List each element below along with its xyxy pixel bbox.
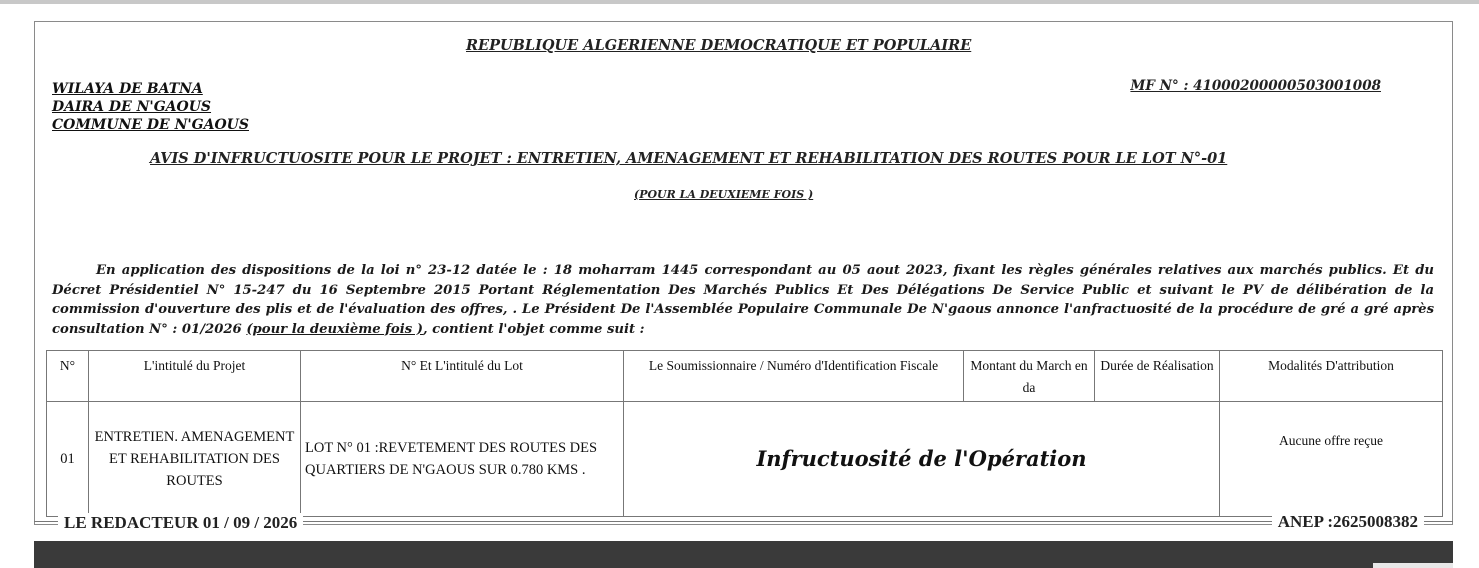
commune-label: COMMUNE DE N'GAOUS xyxy=(52,117,249,133)
cell-result: Infructuosité de l'Opération xyxy=(624,402,1220,517)
results-table xyxy=(46,350,1443,517)
cell-attribution: Aucune offre reçue xyxy=(1220,402,1443,517)
redacteur-label: LE REDACTEUR 01 / 09 / 2026 xyxy=(58,513,303,533)
wilaya-label: WILAYA DE BATNA xyxy=(52,81,203,97)
paragraph-main: En application des dispositions de la loi n° 23-12 datée le : 18 moharram 1445 correspondant au 05 aout 2023, fixant les règles générales relatives aux marchés publics. Et du Décret Présidentiel N° 15-247 du 16 Septembre 2015 Portant Réglementation Des Marchés Publics Et Des Délégations De Service Public et suivant le PV de délibération de la commission d'ouverture des plis et de l'évaluation des offres, . Le Président De l'Assemblée Populaire Communale De N'gaous annonce l'anfractuosité de la procédure de gré a gré après consultation N° : 01/2026 xyxy=(52,263,1434,337)
header-montant: Montant du March en da xyxy=(964,351,1095,402)
cell-no: 01 xyxy=(47,402,89,517)
mf-number: MF N° : 41000200000503001008 xyxy=(1130,78,1381,94)
bottom-dark-band xyxy=(34,541,1453,568)
notice-title: AVIS D'INFRUCTUOSITE POUR LE PROJET : ENTRETIEN, AMENAGEMENT ET REHABILITATION DES ROUTES POUR LE LOT N°-01 xyxy=(150,150,1228,167)
header-projet: L'intitulé du Projet xyxy=(89,351,301,402)
header-no: N° xyxy=(47,351,89,402)
daira-label: DAIRA DE N'GAOUS xyxy=(52,99,212,115)
header-duree: Durée de Réalisation xyxy=(1095,351,1220,402)
republic-heading: REPUBLIQUE ALGERIENNE DEMOCRATIQUE ET POPULAIRE xyxy=(466,37,972,54)
paragraph-tail: , contient l'objet comme suit : xyxy=(422,321,645,337)
bottom-band-tab xyxy=(1373,563,1453,568)
top-edge-line xyxy=(0,0,1479,4)
notice-subtitle: (POUR LA DEUXIEME FOIS ) xyxy=(634,188,814,201)
cell-projet: ENTRETIEN. AMENAGEMENT ET REHABILITATION DES ROUTES xyxy=(89,402,301,517)
anep-number: ANEP :2625008382 xyxy=(1272,512,1424,532)
paragraph-underlined: (pour la deuxième fois ) xyxy=(246,321,423,337)
header-modalites: Modalités D'attribution xyxy=(1220,351,1443,402)
cell-lot: LOT N° 01 :REVETEMENT DES ROUTES DES QUARTIERS DE N'GAOUS SUR 0.780 KMS . xyxy=(301,402,624,517)
notice-paragraph xyxy=(52,261,1434,339)
administration-block xyxy=(52,80,249,134)
header-soumissionnaire: Le Soumissionnaire / Numéro d'Identification Fiscale xyxy=(624,351,964,402)
table-row xyxy=(47,402,1443,517)
table-header-row xyxy=(47,351,1443,402)
header-lot: N° Et L'intitulé du Lot xyxy=(301,351,624,402)
